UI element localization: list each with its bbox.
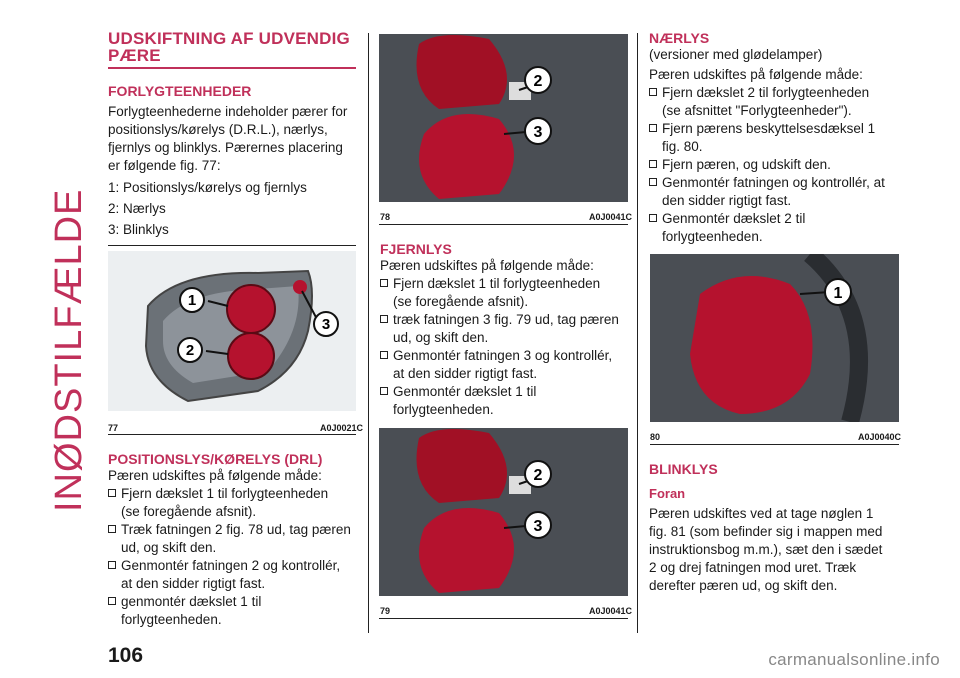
step-item: Genmontér fatningen 2 og kontrollér, at den sidder rigtigt fast. [108,557,358,593]
step-item: træk fatningen 3 fig. 79 ud, tag pæren ud, og skift den. [380,311,630,347]
step-item: Genmontér fatningen og kontrollér, at den sidder rigtigt fast. [649,174,904,210]
list-item: 3: Blinklys [108,222,169,237]
step-item: Fjern dækslet 1 til forlygteenheden (se foregående afsnit). [108,485,358,521]
checkbox-bullet-icon [108,525,116,533]
callout-1: 1 [187,292,197,309]
section-side-title: INØDSTILFÆLDE [48,188,90,512]
figure-78-bulb-sockets [379,34,628,202]
section-heading-blinklys: BLINKLYS [649,461,718,477]
checkbox-bullet-icon [108,489,116,497]
checkbox-bullet-icon [380,279,388,287]
step-item: Fjern pæren, og udskift den. [649,156,904,174]
page-title: UDSKIFTNING AF UDVENDIG PÆRE [108,29,350,65]
figure-code: A0J0021C [320,423,364,433]
callout-2: 2 [185,342,195,359]
instruction-intro: Pæren udskiftes på følgende måde: [649,67,863,82]
checkbox-bullet-icon [649,160,657,168]
checkbox-bullet-icon [380,315,388,323]
callout-3: 3 [533,124,543,141]
figure-top-rule [108,245,356,246]
checkbox-bullet-icon [649,88,657,96]
column-1 [108,30,356,239]
naerlys-section [649,30,904,246]
section-heading-fjernlys: FJERNLYS [380,241,452,257]
callout-2: 2 [533,467,543,484]
section-heading-naerlys: NÆRLYS [649,30,710,46]
text-line: fjernlys og blinklys. Pærernes placering [108,140,343,155]
checkbox-bullet-icon [380,351,388,359]
step-item: Genmontér dækslet 1 til forlygteenheden. [380,383,630,419]
figure-number: 77 [108,423,119,433]
figure-bottom-rule [379,618,628,619]
section-heading-drl: POSITIONSLYS/KØRELYS (DRL) [108,451,323,467]
checkbox-bullet-icon [649,178,657,186]
step-item: Genmontér fatningen 3 og kontrollér, at den sidder rigtigt fast. [380,347,630,383]
step-item: Genmontér dækslet 2 til forlygteenheden. [649,210,904,246]
text-line: 2 og drej fatningen mod uret. Træk [649,560,857,575]
watermark: carmanualsonline.info [768,650,940,669]
title-underline [108,67,356,69]
column-divider [368,33,369,633]
figure-code: A0J0041C [589,606,633,616]
intro-paragraph [108,103,356,175]
checkbox-bullet-icon [108,597,116,605]
fjernlys-section [380,241,630,419]
checkbox-bullet-icon [380,387,388,395]
callout-2: 2 [533,73,543,90]
versions-note: (versioner med glødelamper) [649,47,823,62]
text-line: Pæren udskiftes ved at tage nøglen 1 [649,506,874,521]
step-item: Fjern dækslet 2 til forlygteenheden (se afsnittet "Forlygteenheder"). [649,84,904,120]
step-item: genmontér dækslet 1 til forlygteenheden. [108,593,358,629]
step-item: Fjern dækslet 1 til forlygteenheden (se foregående afsnit). [380,275,630,311]
figure-77-headlight [108,251,356,411]
figure-number: 80 [650,432,661,442]
checkbox-bullet-icon [649,214,657,222]
figure-number: 79 [380,606,391,616]
figure-79-bulb-sockets [379,428,628,596]
figure-code: A0J0040C [858,432,902,442]
drl-section [108,451,358,629]
text-line: Forlygteenhederne indeholder pærer for [108,104,348,119]
checkbox-bullet-icon [649,124,657,132]
subheading-foran: Foran [649,486,686,501]
instruction-intro: Pæren udskiftes på følgende måde: [380,258,594,273]
text-line: instruktionsbog m.m.), sæt den i sædet [649,542,883,557]
list-item: 1: Positionslys/kørelys og fjernlys [108,180,307,195]
text-line: derefter pæren ud, og skift den. [649,578,838,593]
column-divider [637,33,638,633]
step-item: Træk fatningen 2 fig. 78 ud, tag pæren ud, og skift den. [108,521,358,557]
list-item: 2: Nærlys [108,201,166,216]
blinklys-section [649,461,904,595]
figure-80-bulb-cover [650,254,899,422]
figure-bottom-rule [650,444,899,445]
figure-bottom-rule [379,224,628,225]
text-line: positionslys/kørelys (D.R.L.), nærlys, [108,122,328,137]
text-line: er følgende fig. 77: [108,158,221,173]
figure-number: 78 [380,212,391,222]
step-item: Fjern pærens beskyttelsesdæksel 1 fig. 80. [649,120,904,156]
callout-1: 1 [833,285,843,302]
blinklys-paragraph [649,505,904,595]
page-number: 106 [108,644,144,667]
figure-code: A0J0041C [589,212,633,222]
figure-bottom-rule [108,434,356,435]
callout-3: 3 [533,518,543,535]
text-line: fig. 81 (som befinder sig i mappen med [649,524,883,539]
instruction-intro: Pæren udskiftes på følgende måde: [108,468,322,483]
checkbox-bullet-icon [108,561,116,569]
section-heading-forlygteenheder: FORLYGTEENHEDER [108,83,252,99]
callout-3: 3 [321,316,331,333]
